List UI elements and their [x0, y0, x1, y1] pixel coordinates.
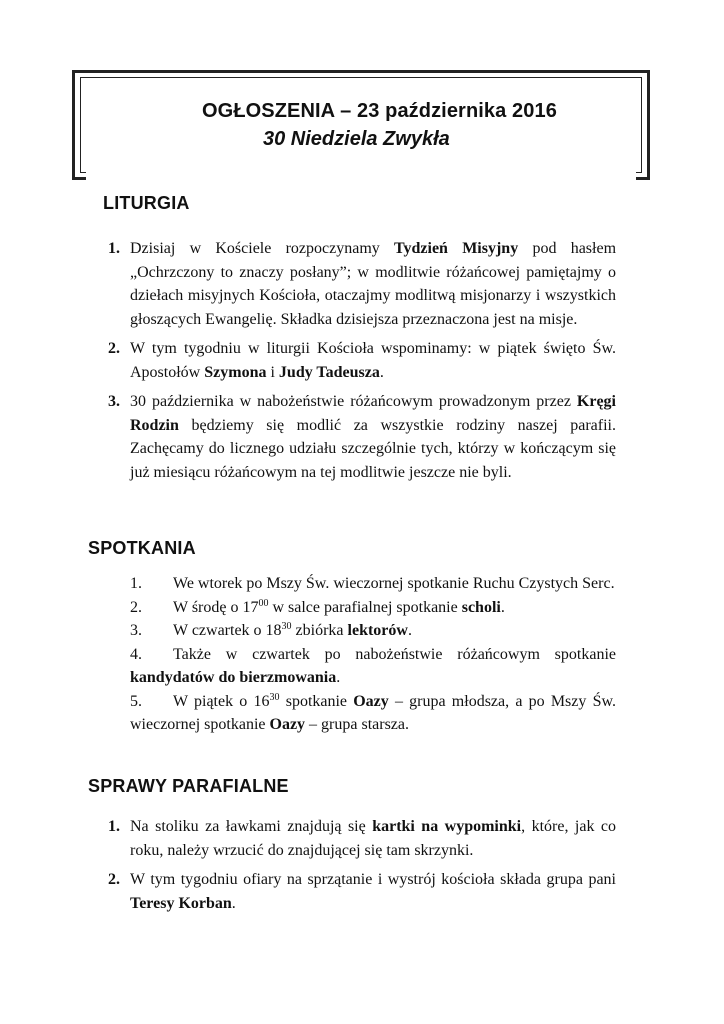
item-bold: Judy Tadeusza	[278, 363, 380, 381]
item-bold: Szymona	[204, 363, 267, 381]
item-text: Dzisiaj w Kościele rozpoczynamy	[130, 240, 395, 257]
item-text: .	[407, 622, 412, 639]
section-heading-spotkania: SPOTKANIA	[88, 538, 196, 558]
item-text: Także w czwartek po nabożeństwie różańcowym spotkanie	[173, 645, 616, 663]
item-text: .	[379, 363, 384, 381]
item-bold: kandydatów do bierzmowania	[130, 669, 337, 686]
list-item	[98, 337, 616, 384]
list-item	[98, 815, 616, 862]
item-text: i	[266, 363, 279, 381]
sprawy-list	[98, 815, 616, 921]
item-number: 5.	[130, 692, 142, 710]
list-item	[130, 596, 616, 620]
item-text: .	[336, 669, 341, 686]
item-text: We wtorek po Mszy Św. wieczornej spotkanie Ruchu Czystych Serc.	[173, 575, 615, 592]
section-heading-sprawy: SPRAWY PARAFIALNE	[88, 776, 289, 796]
item-text: w salce parafialnej spotkanie	[268, 598, 462, 616]
frame-border	[636, 177, 650, 180]
item-bold: Oazy	[269, 716, 306, 733]
item-number: 1.	[130, 575, 142, 592]
item-text: , które, jak co roku, należy wrzucić do znajdującej się tam skrzynki.	[130, 818, 616, 859]
item-text: pod hasłem „Ochrzczony to znaczy posłany”; w modlitwie różańcowej pamiętajmy o dziełach misyjnych Kościoła, otaczajmy modlitwą misjonarzy i wszystkich głoszących Ewangelię. Składka dzisiejsza przeznaczona jest na misje.	[130, 240, 617, 328]
time-minutes: 30	[281, 621, 292, 632]
item-text: W czwartek o 18	[173, 622, 282, 639]
item-bold: kartki na wypominki	[372, 818, 522, 835]
list-item	[98, 237, 616, 331]
liturgia-list	[98, 237, 616, 490]
spotkania-list	[130, 572, 616, 737]
item-number: 1.	[108, 240, 120, 257]
item-text: W piątek o 16	[173, 692, 270, 710]
item-bold: scholi	[461, 598, 501, 616]
item-text: będziemy się modlić za wszystkie rodziny naszej parafii. Zachęcamy do licznego udziału szczególnie tych, którzy w kończącym się już miesiącu różańcowym na tej modlitwie jeszcze nie byli.	[130, 416, 616, 481]
item-bold: lektorów	[347, 622, 408, 639]
item-number: 3.	[130, 622, 142, 639]
time-minutes: 00	[258, 597, 269, 609]
item-bold: Oazy	[353, 692, 389, 710]
item-text: W tym tygodniu w liturgii Kościoła wspominamy: w piątek święto Św. Apostołów	[130, 340, 616, 381]
frame-border	[72, 70, 75, 180]
item-text: .	[231, 894, 236, 912]
item-bold: Tydzień Misyjny	[394, 240, 519, 257]
page-title: OGŁOSZENIA – 23 października 2016	[202, 100, 557, 122]
time-minutes: 30	[269, 691, 280, 703]
item-bold: Teresy Korban	[130, 894, 232, 912]
item-number: 2.	[108, 871, 120, 888]
page-subtitle: 30 Niedziela Zwykła	[263, 128, 450, 150]
list-item	[130, 643, 616, 690]
frame-border	[647, 70, 650, 180]
list-item	[130, 690, 616, 737]
item-number: 4.	[130, 645, 142, 663]
item-text: W środę o 17	[173, 598, 259, 616]
item-text: zbiórka	[291, 622, 348, 639]
frame-border	[641, 77, 642, 173]
item-number: 2.	[130, 598, 142, 616]
header-frame	[72, 70, 650, 182]
item-text: – grupa młodsza, a po Mszy Św. wieczornej spotkanie	[130, 692, 616, 733]
item-text: – grupa starsza.	[305, 716, 410, 733]
item-text: W tym tygodniu ofiary na sprzątanie i wystrój kościoła składa grupa pani	[130, 871, 616, 888]
frame-border	[80, 77, 81, 173]
item-text: 30 października w nabożeństwie różańcowym prowadzonym przez	[130, 393, 577, 410]
list-item	[130, 572, 616, 596]
item-text: Na stoliku za ławkami znajdują się	[130, 818, 373, 835]
frame-border	[636, 172, 642, 173]
frame-border	[72, 70, 650, 73]
item-number: 2.	[108, 340, 120, 357]
list-item	[98, 390, 616, 484]
item-bold: Kręgi Rodzin	[130, 393, 616, 434]
item-number: 3.	[108, 393, 120, 410]
frame-border	[80, 77, 642, 78]
item-number: 1.	[108, 818, 120, 835]
frame-border	[72, 177, 86, 180]
item-text: spotkanie	[279, 692, 354, 710]
list-item	[98, 868, 616, 915]
item-text: .	[500, 598, 505, 616]
frame-border	[80, 172, 86, 173]
list-item	[130, 619, 616, 643]
section-heading-liturgia: LITURGIA	[103, 193, 190, 213]
